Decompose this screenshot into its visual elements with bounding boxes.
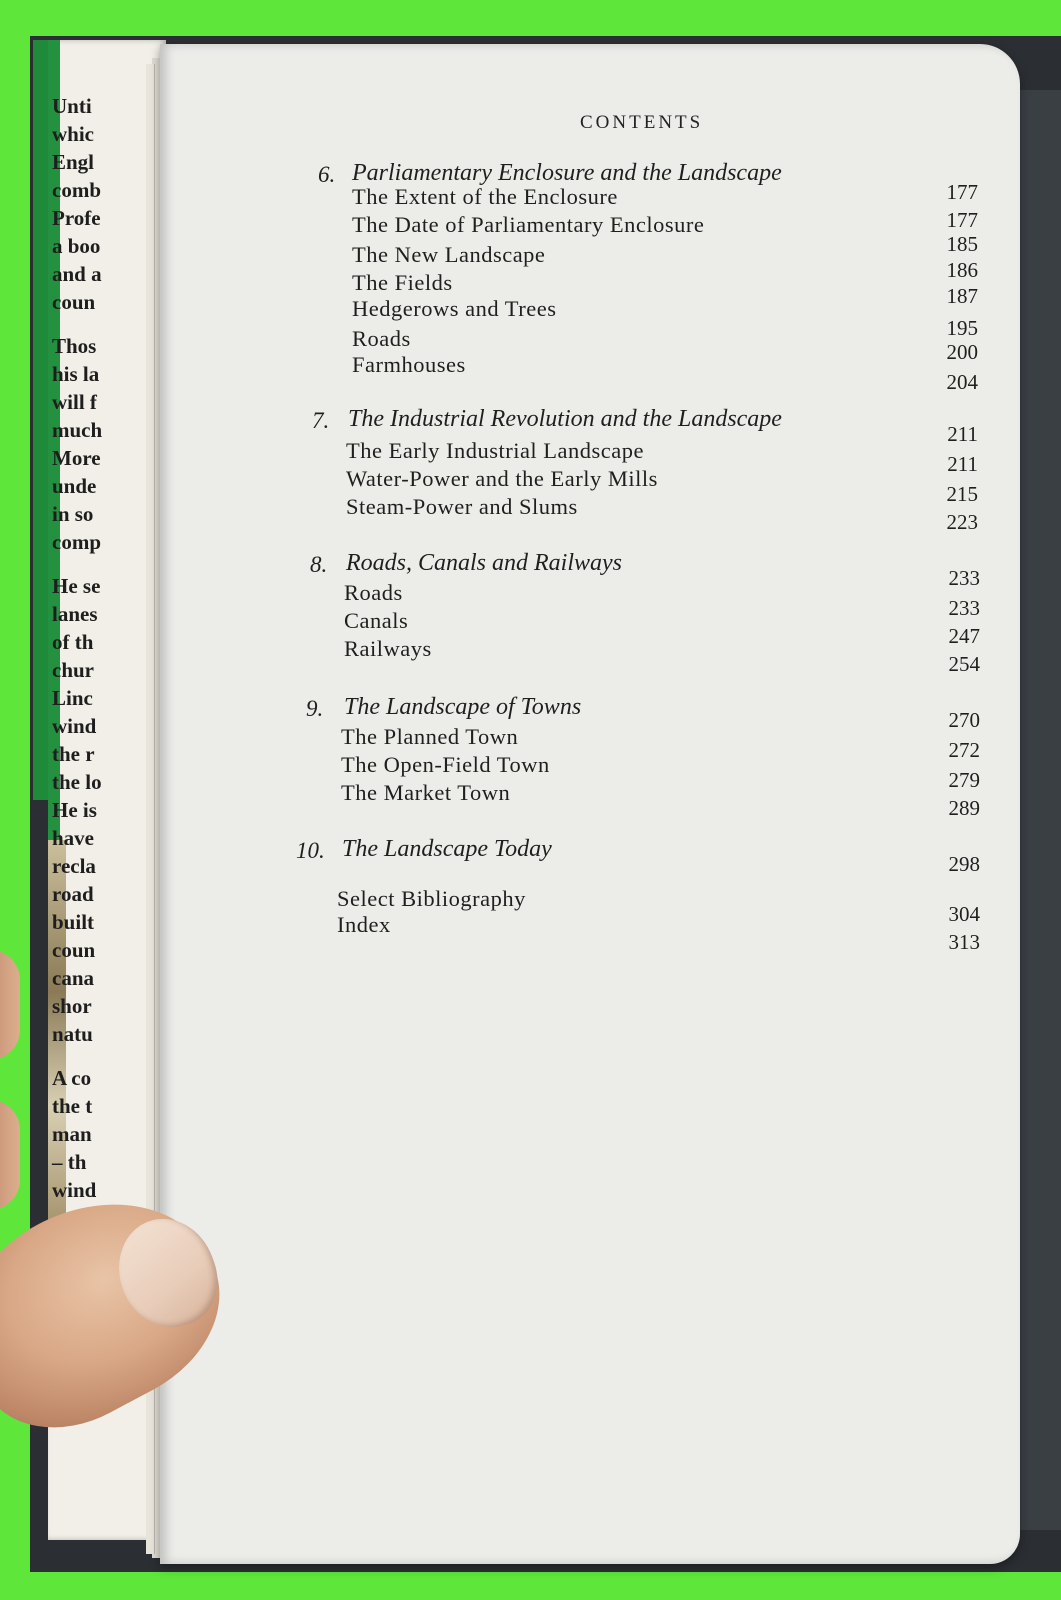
contents-page: [160, 44, 1020, 1564]
toc-entry: The Early Industrial Landscape: [346, 438, 645, 463]
chapter-number: 6.: [318, 162, 336, 187]
jacket-text-line: cana: [52, 966, 94, 990]
toc-entry: Farmhouses: [352, 352, 466, 377]
toc-entry: Water-Power and the Early Mills: [346, 466, 658, 491]
jacket-text-line: Profe: [52, 206, 101, 230]
jacket-text-line: man: [52, 1122, 92, 1146]
jacket-text-line: of th: [52, 630, 94, 654]
chapter-number: 10.: [296, 838, 325, 863]
jacket-text-line: recla: [52, 854, 96, 878]
chapter-title: The Landscape of Towns: [344, 694, 582, 720]
toc-entry: Roads: [344, 580, 403, 605]
jacket-text-line: coun: [52, 938, 96, 962]
page-number: 313: [948, 930, 980, 954]
jacket-text-line: A co: [52, 1066, 92, 1090]
jacket-text-line: unde: [52, 474, 97, 498]
jacket-text-line: a boo: [52, 234, 101, 258]
page-number: 254: [948, 652, 980, 676]
jacket-text-line: road: [52, 882, 94, 906]
page-number: 270: [948, 708, 980, 732]
jacket-text-line: coun: [52, 290, 96, 314]
jacket-text-line: in so: [52, 502, 94, 526]
page-number: 298: [948, 852, 980, 876]
page-number: 211: [947, 452, 978, 476]
page-number: 177: [946, 180, 978, 204]
page-number: 223: [946, 510, 978, 534]
jacket-text-line: Unti: [52, 94, 92, 118]
page-number: 247: [948, 624, 980, 648]
jacket-text-line: built: [52, 910, 95, 934]
jacket-text-line: have: [52, 826, 94, 850]
jacket-text-line: his la: [52, 362, 100, 386]
jacket-text-line: lanes: [52, 602, 98, 626]
jacket-text-line: the lo: [52, 770, 102, 794]
chapter-title: The Landscape Today: [342, 836, 552, 862]
page-number: 279: [948, 768, 980, 792]
toc-entry: The Date of Parliamentary Enclosure: [352, 212, 705, 237]
page-number: 187: [946, 284, 978, 308]
chapter-title: The Industrial Revolution and the Landscape: [348, 406, 782, 432]
page-number: 200: [946, 340, 978, 364]
jacket-flap-text: [52, 92, 102, 1204]
chapter-number: 7.: [312, 408, 330, 433]
jacket-text-line: much: [52, 418, 103, 442]
book-cover-right-edge: [1015, 90, 1061, 1530]
page-number: 289: [948, 796, 980, 820]
jacket-text-line: – th: [52, 1150, 87, 1174]
page-number: 195: [946, 316, 978, 340]
page-number: 185: [946, 232, 978, 256]
jacket-text-line: whic: [52, 122, 94, 146]
toc-entry: Hedgerows and Trees: [352, 296, 557, 321]
jacket-text-line: chur: [52, 658, 94, 682]
toc-entry: The Fields: [352, 270, 453, 295]
toc-entry: Railways: [344, 636, 432, 661]
chapter-number: 8.: [310, 552, 328, 577]
jacket-text-line: the t: [52, 1094, 93, 1118]
chapter-title: Parliamentary Enclosure and the Landscape: [352, 160, 782, 186]
toc-entry: The Market Town: [341, 780, 511, 805]
page-number: 215: [946, 482, 978, 506]
jacket-text-line: the r: [52, 742, 95, 766]
back-matter-entry: Index: [337, 912, 391, 937]
toc-entry: The Open-Field Town: [341, 752, 550, 777]
chapter-number: 9.: [306, 696, 324, 721]
jacket-text-line: He is: [52, 798, 97, 822]
page-number: 186: [946, 258, 978, 282]
jacket-text-line: wind: [52, 1178, 97, 1202]
jacket-text-line: comb: [52, 178, 101, 202]
toc-entry: Roads: [352, 326, 411, 351]
toc-entry: The Extent of the Enclosure: [352, 184, 618, 209]
page-number: 272: [948, 738, 980, 762]
page-number: 177: [946, 208, 978, 232]
page-number: 233: [948, 566, 980, 590]
jacket-text-line: Engl: [52, 150, 95, 174]
paragraph-gap: [52, 316, 102, 332]
page-title: CONTENTS: [580, 112, 704, 133]
toc-entry: Canals: [344, 608, 409, 633]
page-number: 211: [947, 422, 978, 446]
finger: [0, 950, 20, 1060]
jacket-text-line: and a: [52, 262, 102, 286]
jacket-text-line: comp: [52, 530, 101, 554]
page-number: 233: [948, 596, 980, 620]
back-matter-entry: Select Bibliography: [337, 886, 526, 911]
page-number: 204: [946, 370, 978, 394]
jacket-text-line: Linc: [52, 686, 93, 710]
finger: [0, 1100, 20, 1210]
paragraph-gap: [52, 1048, 102, 1064]
jacket-text-line: More: [52, 446, 101, 470]
toc-entry: The Planned Town: [341, 724, 519, 749]
chapter-title: Roads, Canals and Railways: [346, 550, 623, 576]
jacket-text-line: wind: [52, 714, 97, 738]
page-number: 304: [948, 902, 980, 926]
jacket-text-line: shor: [52, 994, 92, 1018]
jacket-text-line: will f: [52, 390, 97, 414]
paragraph-gap: [52, 556, 102, 572]
toc-entry: Steam-Power and Slums: [346, 494, 578, 519]
jacket-text-line: He se: [52, 574, 101, 598]
jacket-text-line: Thos: [52, 334, 97, 358]
jacket-text-line: natu: [52, 1022, 93, 1046]
toc-entry: The New Landscape: [352, 242, 546, 267]
